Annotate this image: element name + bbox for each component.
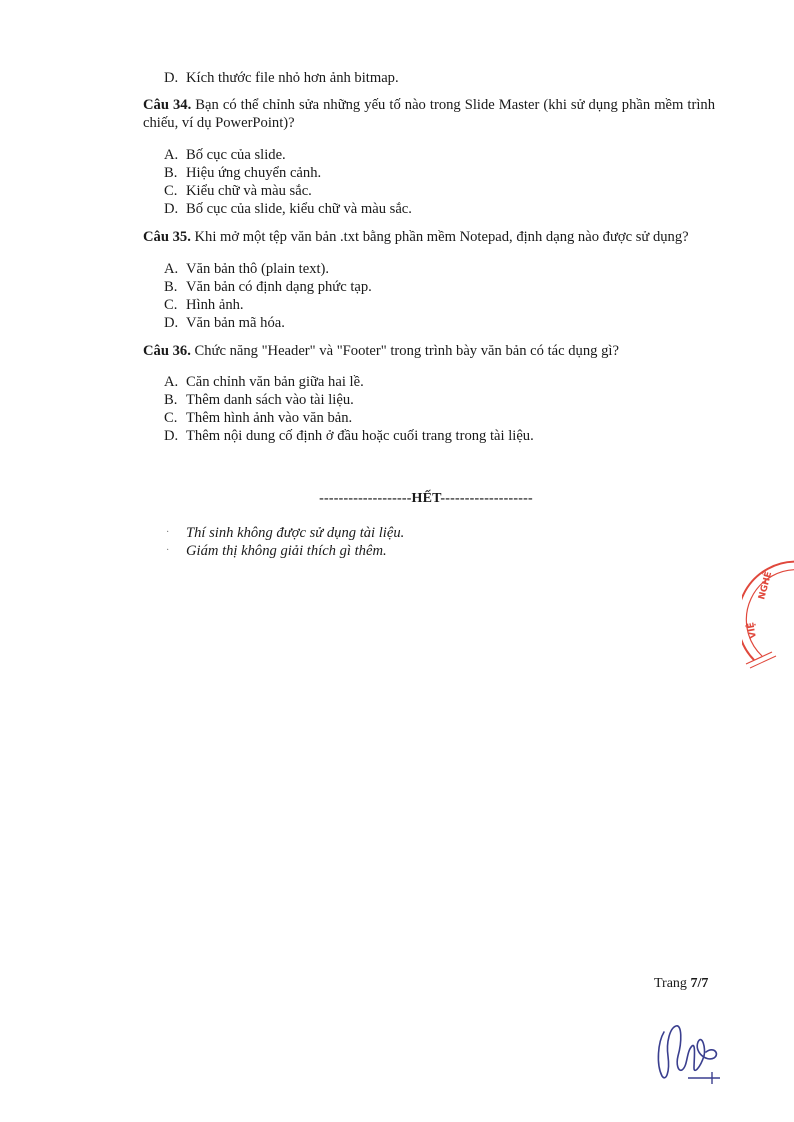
option-text: Kích thước file nhỏ hơn ảnh bitmap. bbox=[186, 70, 399, 86]
option-letter: B. bbox=[164, 165, 178, 181]
option-letter: A. bbox=[164, 261, 179, 277]
end-marker: -------------------HẾT------------------- bbox=[319, 491, 533, 506]
option-letter: D. bbox=[164, 428, 179, 444]
option-letter: A. bbox=[164, 374, 179, 390]
page-count: 7/7 bbox=[690, 976, 709, 991]
svg-text:NGHỀ: NGHỀ bbox=[757, 570, 775, 601]
question-label: Câu 34. bbox=[143, 97, 192, 113]
option-text: Kiểu chữ và màu sắc. bbox=[186, 183, 312, 199]
question-label: Câu 35. bbox=[143, 229, 191, 245]
option-35-b bbox=[164, 278, 372, 296]
option-letter: C. bbox=[164, 410, 178, 426]
option-34-d bbox=[164, 200, 412, 218]
option-letter: D. bbox=[164, 70, 179, 86]
option-text: Hình ảnh. bbox=[186, 297, 244, 313]
option-36-a bbox=[164, 373, 364, 391]
page-number bbox=[654, 976, 708, 992]
question-34 bbox=[143, 96, 715, 132]
option-text: Thêm danh sách vào tài liệu. bbox=[186, 392, 354, 408]
option-text: Căn chỉnh văn bản giữa hai lề. bbox=[186, 374, 364, 390]
option-36-d bbox=[164, 427, 534, 445]
svg-text:VIỆ: VIỆ bbox=[746, 621, 759, 640]
option-letter: C. bbox=[164, 183, 178, 199]
signature-icon bbox=[648, 1012, 728, 1090]
option-letter: D. bbox=[164, 315, 179, 331]
option-text: Bố cục của slide. bbox=[186, 147, 286, 163]
option-prev-d bbox=[164, 69, 399, 87]
option-35-c bbox=[164, 296, 244, 314]
question-36 bbox=[143, 342, 715, 360]
option-35-d bbox=[164, 314, 285, 332]
option-text: Bố cục của slide, kiểu chữ và màu sắc. bbox=[186, 201, 412, 217]
page-label: Trang bbox=[654, 976, 687, 991]
question-label: Câu 36. bbox=[143, 343, 191, 359]
note-1: Thí sinh không được sử dụng tài liệu. bbox=[186, 525, 405, 541]
option-letter: A. bbox=[164, 147, 179, 163]
option-36-b bbox=[164, 391, 354, 409]
option-text: Thêm hình ảnh vào văn bản. bbox=[186, 410, 353, 426]
option-36-c bbox=[164, 409, 352, 427]
note-bullet-icon: · bbox=[166, 545, 170, 556]
option-letter: B. bbox=[164, 392, 178, 408]
option-text: Văn bản thô (plain text). bbox=[186, 261, 330, 277]
option-35-a bbox=[164, 260, 329, 278]
note-2: Giám thị không giải thích gì thêm. bbox=[186, 543, 387, 559]
question-35 bbox=[143, 228, 715, 246]
question-text: Chức năng "Header" và "Footer" trong trình bày văn bản có tác dụng gì? bbox=[194, 343, 619, 359]
option-34-b bbox=[164, 164, 321, 182]
option-text: Thêm nội dung cố định ở đầu hoặc cuối trang trong tài liệu. bbox=[186, 428, 534, 444]
option-letter: B. bbox=[164, 279, 178, 295]
question-text: Bạn có thể chỉnh sửa những yếu tố nào trong Slide Master (khi sử dụng phần mềm trình chiếu, ví dụ PowerPoint)? bbox=[143, 97, 715, 131]
official-stamp-icon bbox=[742, 560, 794, 670]
option-text: Hiệu ứng chuyển cảnh. bbox=[186, 165, 322, 181]
question-text: Khi mở một tệp văn bản .txt bằng phần mềm Notepad, định dạng nào được sử dụng? bbox=[194, 229, 689, 245]
option-text: Văn bản có định dạng phức tạp. bbox=[186, 279, 372, 295]
option-text: Văn bản mã hóa. bbox=[186, 315, 285, 331]
option-letter: D. bbox=[164, 201, 179, 217]
option-34-a bbox=[164, 146, 286, 164]
option-letter: C. bbox=[164, 297, 178, 313]
option-34-c bbox=[164, 182, 312, 200]
note-bullet-icon: · bbox=[166, 527, 170, 538]
